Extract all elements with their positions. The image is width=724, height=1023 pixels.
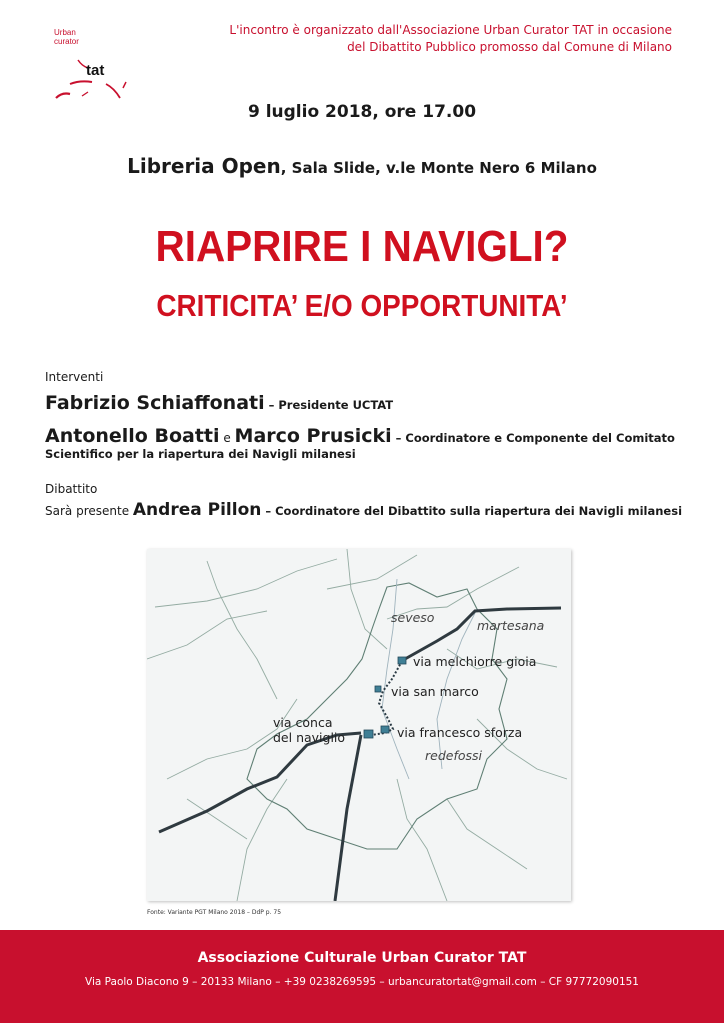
- footer-title: Associazione Culturale Urban Curator TAT: [197, 950, 527, 966]
- logo-line-1: Urban: [54, 28, 76, 37]
- footer-contact: Via Paolo Diacono 9 – 20133 Milano – +39 0238269595 – urbancuratortat@gmail.com – CF 97772090151: [85, 976, 639, 988]
- presence-lead: Sarà presente: [45, 504, 133, 518]
- navigli-map: [147, 549, 571, 901]
- map-label-conca-1: via conca: [273, 715, 333, 730]
- map-label-sforza: via francesco sforza: [397, 725, 523, 740]
- speaker-2: [45, 425, 675, 447]
- map-label-redefossi: redefossi: [425, 748, 483, 763]
- map-label-conca-2: del naviglio: [273, 730, 346, 745]
- page-subtitle: CRITICITA’ E/O OPPORTUNITA’: [156, 288, 568, 323]
- speaker-2-conj: e: [219, 431, 235, 445]
- logo-mark: tat: [86, 62, 105, 79]
- speaker-2-role-cont: Scientifico per la riapertura dei Navigli milanesi: [45, 447, 356, 461]
- logo-line-2: curator: [54, 37, 79, 46]
- footer: [0, 930, 724, 1023]
- marker-conca-icon: [364, 730, 373, 738]
- speaker-2-role: – Coordinatore e Componente del Comitato: [391, 431, 675, 445]
- event-date: 9 luglio 2018, ore 17.00: [247, 102, 477, 122]
- presence-line: [45, 500, 682, 520]
- speaker-1: [45, 392, 393, 414]
- map-label-martesana: martesana: [477, 618, 545, 633]
- venue-name: Libreria Open: [127, 154, 281, 178]
- speaker-1-role: – Presidente UCTAT: [264, 398, 394, 412]
- speaker-2-name-a: Antonello Boatti: [45, 425, 220, 447]
- map-label-seveso: seveso: [391, 610, 435, 625]
- logo: [48, 22, 138, 112]
- organizer-note-line-1: L'incontro è organizzato dall'Associazione Urban Curator TAT in occasione: [229, 23, 672, 37]
- map-label-melchiorre: via melchiorre gioia: [413, 654, 537, 669]
- marker-sanmarco-icon: [375, 686, 381, 692]
- page-title: RIAPRIRE I NAVIGLI?: [155, 222, 569, 271]
- dibattito-label: Dibattito: [45, 482, 98, 496]
- presence-name: Andrea Pillon: [132, 500, 262, 520]
- venue-detail: , Sala Slide, v.le Monte Nero 6 Milano: [280, 159, 597, 177]
- interventi-label: Interventi: [45, 370, 104, 384]
- map-label-sanmarco: via san marco: [391, 684, 479, 699]
- speaker-1-name: Fabrizio Schiaffonati: [45, 392, 265, 414]
- event-venue: [0, 154, 724, 178]
- presence-role: – Coordinatore del Dibattito sulla riapertura dei Navigli milanesi: [261, 504, 683, 518]
- speaker-2-name-b: Marco Prusicki: [234, 425, 392, 447]
- organizer-note: [202, 22, 672, 56]
- marker-melchiorre-icon: [398, 657, 406, 664]
- organizer-note-line-2: del Dibattito Pubblico promosso dal Comune di Milano: [347, 40, 672, 54]
- map-canals: [159, 608, 561, 901]
- map-source: Fonte: Variante PGT Milano 2018 – DdP p. 75: [147, 909, 282, 916]
- marker-sforza-icon: [381, 726, 389, 733]
